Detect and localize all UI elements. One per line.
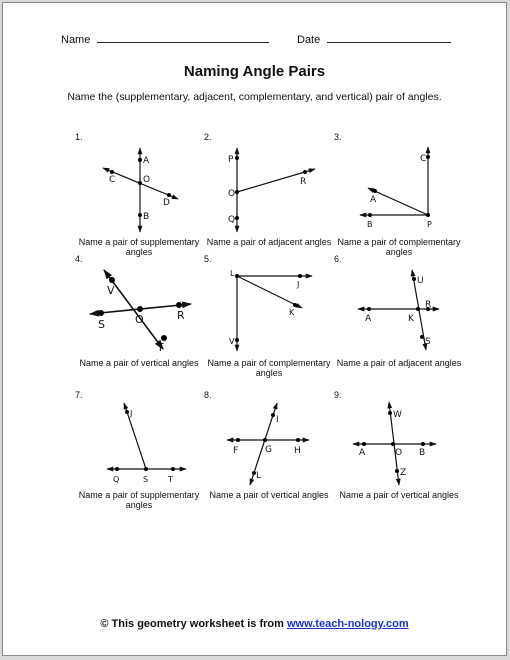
point-label: J (297, 280, 300, 289)
instructions: Name the (supplementary, adjacent, complementary, and vertical) pair of angles. (67, 91, 442, 103)
problem-number: 5. (204, 254, 212, 264)
point-label: S (98, 318, 105, 331)
problem-prompt: Name a pair of vertical angles (79, 358, 199, 368)
worksheet (2, 2, 507, 656)
point-label: A (143, 156, 150, 166)
problem-number: 6. (334, 254, 342, 264)
point-label: B (367, 220, 373, 229)
point-label: U (417, 276, 424, 286)
point-label: O (228, 189, 236, 199)
point-label: T (157, 341, 164, 354)
point-label: H (294, 446, 301, 456)
point-label: O (395, 448, 403, 458)
problem-prompt: Name a pair of adjacent angles (206, 237, 332, 247)
point-label: A (359, 448, 366, 458)
footer-link[interactable]: www.teach-nology.com (286, 618, 409, 630)
point-label: O (143, 175, 151, 185)
point-label: K (408, 314, 414, 324)
problem-number: 4. (75, 254, 83, 264)
problem-prompt: Name a pair of vertical angles (209, 490, 329, 500)
problem-number: 8. (204, 390, 212, 400)
point-label: A (365, 314, 372, 324)
name-label: Name (61, 34, 91, 46)
point-label: P (427, 220, 432, 229)
point-label: O (135, 313, 144, 326)
point (421, 442, 425, 446)
date-label: Date (297, 34, 321, 46)
point-label: V (107, 284, 115, 297)
footer-text: © This geometry worksheet is from (100, 618, 287, 630)
point-label: F (233, 446, 239, 456)
point-label: A (370, 195, 377, 205)
point-label: V (229, 337, 235, 346)
problem-prompt: Name a pair of adjacent angles (336, 358, 462, 368)
point-label: R (177, 309, 185, 322)
point-label: D (163, 198, 170, 208)
point-label: Z (400, 468, 407, 478)
footer (3, 618, 506, 630)
point-label: J (130, 409, 133, 418)
point-label: W (393, 410, 402, 420)
figure-problem-9 (3, 3, 508, 657)
problem-number: 2. (204, 132, 212, 142)
problem-prompt: Name a pair of supplementary angles (78, 490, 200, 510)
problem-prompt: Name a pair of complementary angles (207, 358, 331, 378)
point-label: P (228, 155, 234, 165)
point-label: L (230, 269, 235, 278)
point (362, 442, 366, 446)
point-label: R (425, 300, 432, 310)
point-label: C (420, 154, 427, 164)
point-label: L (256, 471, 262, 481)
problem-number: 1. (75, 132, 83, 142)
point-label: T (168, 475, 173, 484)
point-label: I (276, 415, 279, 425)
point (395, 469, 399, 473)
point-label: S (143, 475, 149, 484)
point-label: R (300, 177, 307, 187)
point-label: B (143, 212, 150, 222)
point-label: B (419, 448, 426, 458)
problem-number: 9. (334, 390, 342, 400)
point (388, 411, 392, 415)
point-label: G (265, 445, 272, 455)
problem-prompt: Name a pair of supplementary angles (78, 237, 200, 257)
problem-number: 3. (334, 132, 342, 142)
point-label: C (109, 175, 116, 185)
problem-number: 7. (75, 390, 83, 400)
point-label: Q (228, 215, 236, 225)
worksheet-title: Naming Angle Pairs (183, 63, 326, 80)
problem-prompt: Name a pair of vertical angles (339, 490, 459, 500)
problem-prompt: Name a pair of complementary angles (337, 237, 461, 257)
point-label: Q (113, 475, 120, 484)
point (391, 442, 395, 446)
point-label: K (289, 308, 295, 317)
point-label: S (425, 337, 431, 347)
